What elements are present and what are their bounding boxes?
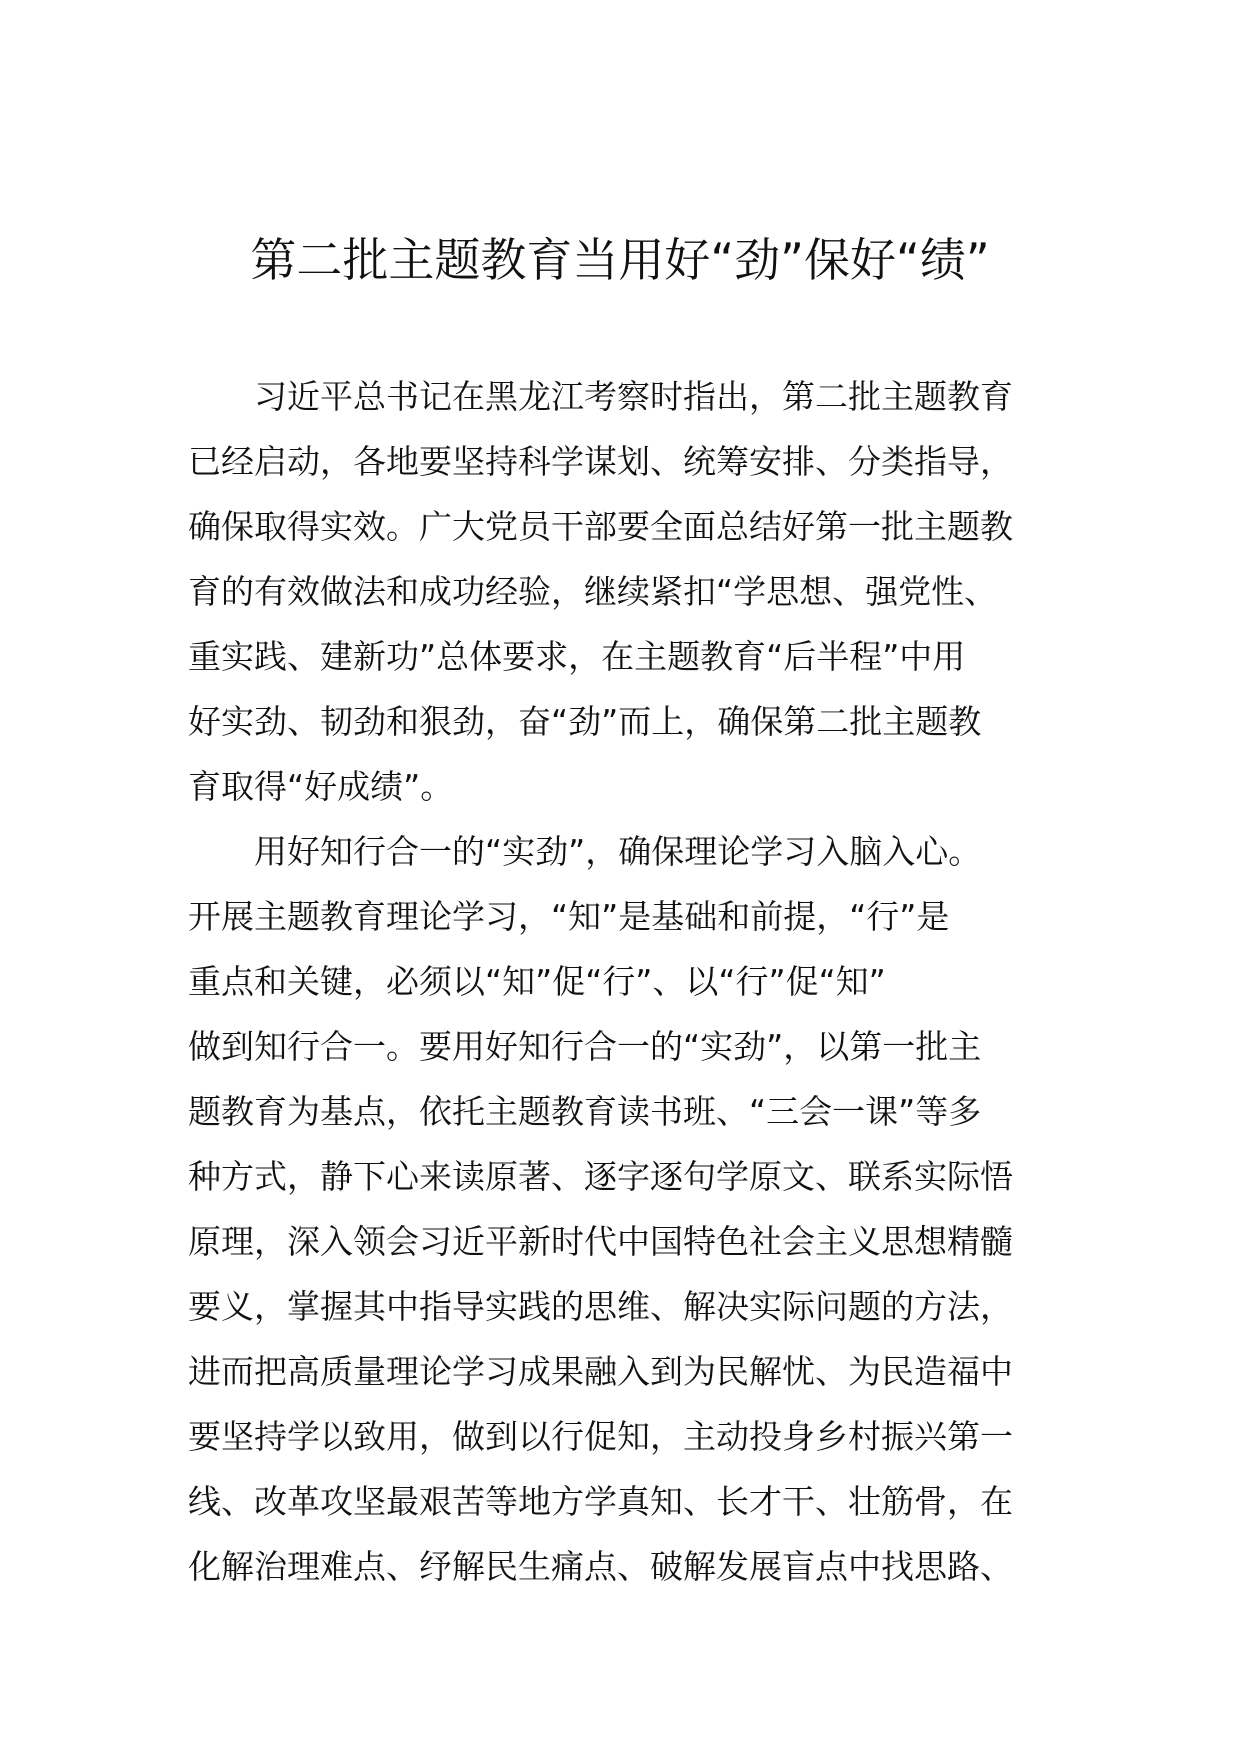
text-line: 做到知行合一。要用好知行合一的“实劲”，以第一批主 [188, 1027, 982, 1066]
text-line: 化解治理难点、纾解民生痛点、破解发展盲点中找思路、 [188, 1547, 1013, 1586]
text-line: 进而把高质量理论学习成果融入到为民解忧、为民造福中 [188, 1352, 1013, 1391]
text-line: 育取得“好成绩”。 [188, 767, 454, 806]
text-line: 题教育为基点，依托主题教育读书班、“三会一课”等多 [188, 1092, 982, 1131]
text-line: 用好知行合一的“实劲”，确保理论学习入脑入心。 [254, 832, 982, 871]
text-line: 重实践、建新功”总体要求，在主题教育“后半程”中用 [188, 637, 966, 676]
text-line: 种方式，静下心来读原著、逐字逐句学原文、联系实际悟 [188, 1157, 1013, 1196]
text-line: 要义，掌握其中指导实践的思维、解决实际问题的方法， [188, 1287, 1013, 1326]
document-body [188, 364, 1058, 1599]
text-line: 确保取得实效。广大党员干部要全面总结好第一批主题教 [188, 507, 1013, 546]
text-line: 重点和关键，必须以“知”促“行”、以“行”促“知” [188, 962, 886, 1001]
text-line: 已经启动，各地要坚持科学谋划、统筹安排、分类指导， [188, 442, 1013, 481]
text-line: 育的有效做法和成功经验，继续紧扣“学思想、强党性、 [188, 572, 998, 611]
text-line: 要坚持学以致用，做到以行促知，主动投身乡村振兴第一 [188, 1417, 1013, 1456]
text-line: 线、改革攻坚最艰苦等地方学真知、长才干、壮筋骨，在 [188, 1482, 1013, 1521]
text-line: 好实劲、韧劲和狠劲，奋“劲”而上，确保第二批主题教 [188, 702, 982, 741]
text-line: 原理，深入领会习近平新时代中国特色社会主义思想精髓 [188, 1222, 1013, 1261]
text-line: 开展主题教育理论学习，“知”是基础和前提，“行”是 [188, 897, 950, 936]
document-title: 第二批主题教育当用好“劲”保好“绩” [250, 233, 990, 287]
text-line: 习近平总书记在黑龙江考察时指出，第二批主题教育 [254, 377, 1013, 416]
